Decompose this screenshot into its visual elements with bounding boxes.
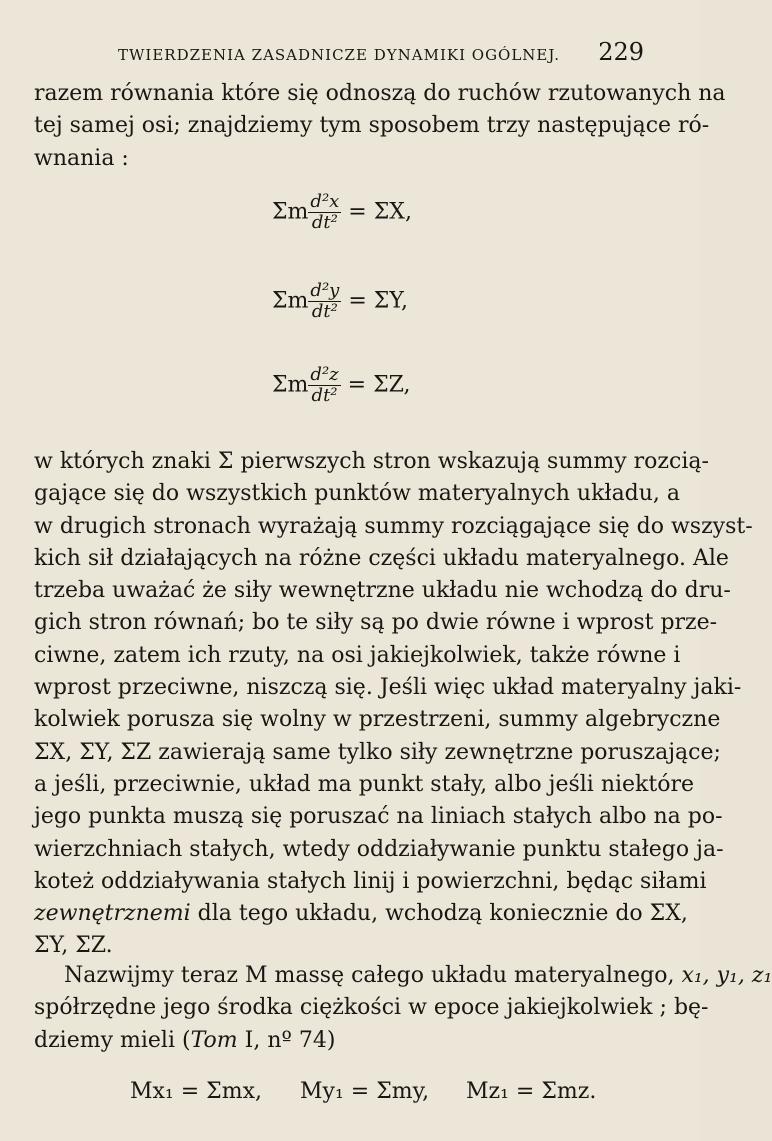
equation-x: Σm $\frac{\text{d²x}}{\text{dt²}}$ = ΣX,: [272, 191, 412, 233]
text-line: ΣY, ΣZ.: [34, 933, 113, 959]
text-line: w których znaki Σ pierwszych stron wskazują summy rozcią-: [34, 449, 709, 474]
equation-y: Σm $\frac{\text{d²y}}{\text{dt²}}$ = ΣY,: [272, 280, 408, 322]
text-line: ΣX, ΣY, ΣZ zawierają same tylko siły zewnętrzne poruszające;: [34, 739, 721, 765]
paragraph-intro: [34, 78, 726, 175]
text-line: kolwiek porusza się wolny w przestrzeni, summy algebryczne: [34, 707, 721, 733]
text-line: wierzchniach stałych, wtedy oddziaływanie punktu stałego ja-: [34, 836, 724, 862]
text-line: wprost przeciwne, niszczą się. Jeśli więc układ materyalny jaki-: [34, 675, 742, 701]
paragraph-main: [34, 446, 753, 963]
text-line: a jeśli, przeciwnie, układ ma punkt stały, albo jeśli niektóre: [34, 771, 695, 797]
text-line: wnania :: [34, 145, 129, 171]
text-line: Nazwijmy teraz M massę całego układu materyalnego, x₁, y₁, z₁: [64, 963, 772, 988]
page-header: [118, 36, 644, 66]
text-line: gające się do wszystkich punktów materyalnych układu, a: [34, 481, 681, 507]
text-line: kich sił działających na różne części układu materyalnego. Ale: [34, 545, 729, 571]
text-line: koteż oddziaływania stałych linij i powierzchni, będąc siłami: [34, 868, 707, 894]
equation-z: Σm $\frac{\text{d²z}}{\text{dt²}}$ = ΣZ,: [272, 364, 411, 406]
italic-word: zewnętrznemi: [34, 901, 191, 927]
page-number: 229: [598, 38, 644, 66]
text-line: trzeba uważać że siły wewnętrzne układu nie wchodzą do dru-: [34, 578, 731, 604]
text-line: ciwne, zatem ich rzuty, na osi jakiejkolwiek, także równe i: [34, 642, 681, 668]
text-line: dziemy mieli (Tom I, nº 74): [34, 1027, 336, 1053]
coordinates: x₁, y₁, z₁: [681, 963, 772, 988]
text-line: jego punkta muszą się poruszać na liniach stałych albo na po-: [34, 804, 723, 830]
text-line: spółrzędne jego środka ciężkości w epoce jakiejkolwiek ; bę-: [34, 995, 709, 1021]
text-line: w drugich stronach wyrażają summy rozciągające się do wszyst-: [34, 513, 753, 539]
running-title: TWIERDZENIA ZASADNICZE DYNAMIKI OGÓLNEJ.: [118, 46, 560, 64]
equation-my: My₁ = Σmy,: [300, 1079, 430, 1104]
italic-word: Tom: [190, 1027, 238, 1053]
equation-mx: Mx₁ = Σmx,: [130, 1079, 262, 1104]
paragraph-center-of-mass: [34, 960, 772, 1057]
text-line: gich stron równań; bo te siły są po dwie równe i wprost prze-: [34, 610, 718, 636]
text-line: razem równania które się odnoszą do ruchów rzutowanych na: [34, 81, 726, 106]
text-line: tej samej osi; znajdziemy tym sposobem trzy następujące ró-: [34, 113, 710, 139]
text-line: zewnętrznemi dla tego układu, wchodzą koniecznie do ΣX,: [34, 901, 688, 927]
equation-mz: Mz₁ = Σmz.: [466, 1079, 597, 1104]
